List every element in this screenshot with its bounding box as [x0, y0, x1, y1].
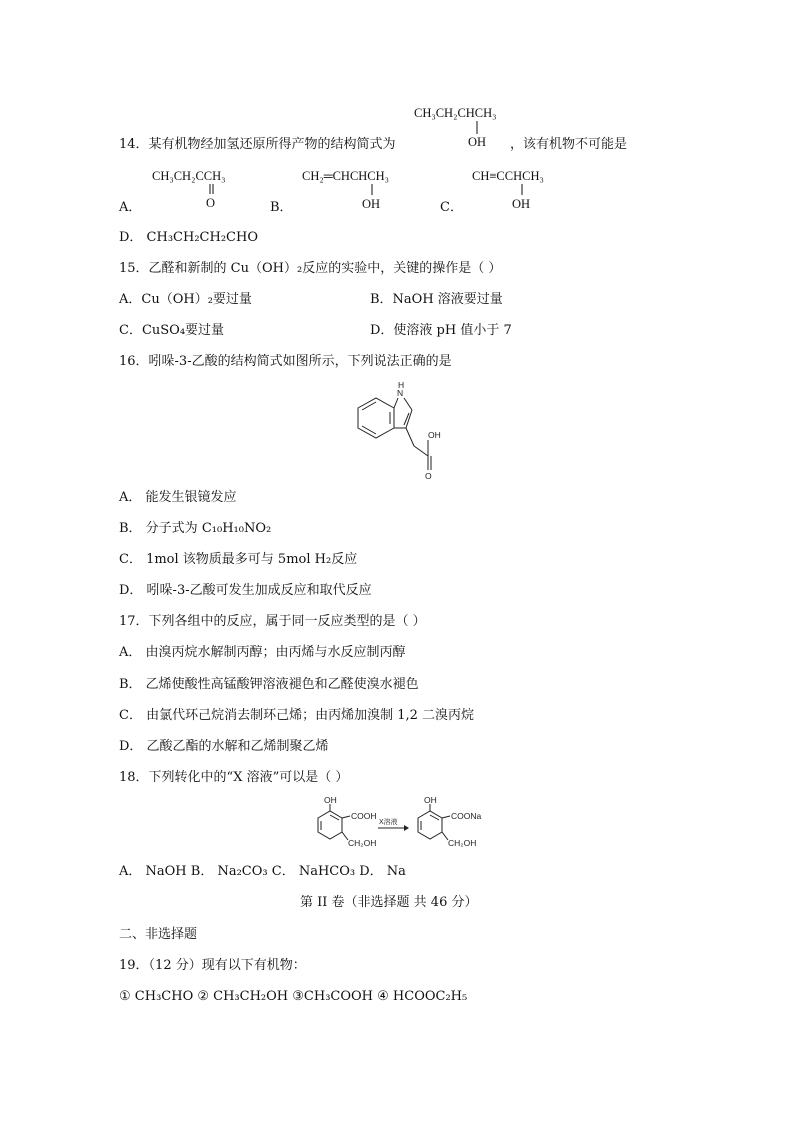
q14-option-c-structure — [468, 162, 598, 212]
q15-question: 15．乙醛和新制的 Cu（OH）₂反应的实验中，关键的操作是（ ） — [119, 261, 502, 276]
q15-option-c: C．CuSO₄要过量 — [119, 323, 225, 338]
section2-heading: 二、非选择题 — [119, 927, 198, 942]
arrow-label: X溶液 — [379, 819, 398, 826]
indole-3-acetic-acid-structure — [336, 380, 466, 480]
q14-question: 14．某有机物经加氢还原所得产物的结构简式为 — [119, 137, 396, 152]
q14-option-a-o: O — [206, 196, 216, 210]
indole-n: N — [397, 388, 404, 398]
q14-option-a-formula: CH₃CH₂CCH₃ — [152, 169, 226, 183]
q14-product-oh: OH — [468, 135, 487, 149]
q14-option-b-label: B． — [270, 200, 293, 215]
q16-option-a: A． 能发生银镜发应 — [119, 490, 237, 505]
q16-option-b: B． 分子式为 C₁₀H₁₀NO₂ — [119, 521, 272, 536]
q16-option-c: C． 1mol 该物质最多可与 5mol H₂反应 — [119, 552, 358, 567]
q15-option-a: A．Cu（OH）₂要过量 — [119, 292, 252, 307]
q16-question: 16．吲哚-3-乙酸的结构简式如图所示，下列说法正确的是 — [119, 354, 452, 369]
q17-option-d: D． 乙酸乙酯的水解和乙烯制聚乙烯 — [119, 739, 329, 754]
q15-option-b: B．NaOH 溶液要过量 — [370, 292, 503, 307]
section2-title: 第 II 卷（非选择题 共 46 分） — [300, 895, 478, 910]
q18-question: 18．下列转化中的“X 溶液”可以是（ ） — [119, 770, 349, 785]
left-oh: OH — [324, 796, 337, 805]
q19-question: 19．（12 分）现有以下有机物： — [119, 958, 306, 973]
q14-option-c-label: C． — [440, 200, 463, 215]
q17-option-c: C． 由氯代环己烷消去制环己烯；由丙烯加溴制 1,2 二溴丙烷 — [119, 708, 475, 723]
acid-o: O — [425, 471, 432, 480]
right-ch2oh: CH₂OH — [448, 838, 477, 848]
q17-option-b: B． 乙烯使酸性高锰酸钾溶液褪色和乙醛使溴水褪色 — [119, 677, 419, 692]
q14-option-c-formula: CH≡CCHCH₃ — [472, 169, 544, 183]
q17-question: 17．下列各组中的反应，属于同一反应类型的是（ ） — [119, 614, 426, 629]
q19-items: ① CH₃CHO ② CH₃CH₂OH ③CH₃COOH ④ HCOOC₂H₅ — [119, 989, 468, 1004]
q18-reaction-scheme — [306, 796, 496, 856]
q14-option-b-structure — [298, 162, 428, 212]
q18-options: A． NaOH B． Na₂CO₃ C． NaHCO₃ D． Na — [119, 864, 406, 879]
left-ch2oh: CH₂OH — [348, 838, 377, 848]
q17-option-a: A． 由溴丙烷水解制丙醇；由丙烯与水反应制丙醇 — [119, 645, 406, 660]
q14-option-a-structure — [148, 162, 258, 212]
right-oh: OH — [424, 796, 437, 805]
right-coona: COONa — [451, 811, 482, 821]
q14-product-formula: CH₃CH₂CHCH₃ — [414, 106, 497, 120]
indole-nh: H — [398, 380, 405, 390]
q14-option-b-formula: CH₂═CHCHCH₃ — [302, 169, 390, 183]
left-cooh: COOH — [351, 811, 377, 821]
q14-question-tail: ，该有机物不可能是 — [510, 137, 628, 152]
q16-option-d: D． 吲哚-3-乙酸可发生加成反应和取代反应 — [119, 583, 372, 598]
acid-oh: OH — [428, 430, 441, 440]
q14-option-a-label: A． — [119, 200, 142, 215]
q14-product-structure — [410, 104, 520, 150]
q14-option-d: D． CH₃CH₂CH₂CHO — [119, 230, 258, 245]
q15-option-d: D．使溶液 pH 值小于 7 — [370, 323, 512, 338]
q14-option-c-oh: OH — [512, 197, 531, 211]
q14-option-b-oh: OH — [362, 197, 381, 211]
